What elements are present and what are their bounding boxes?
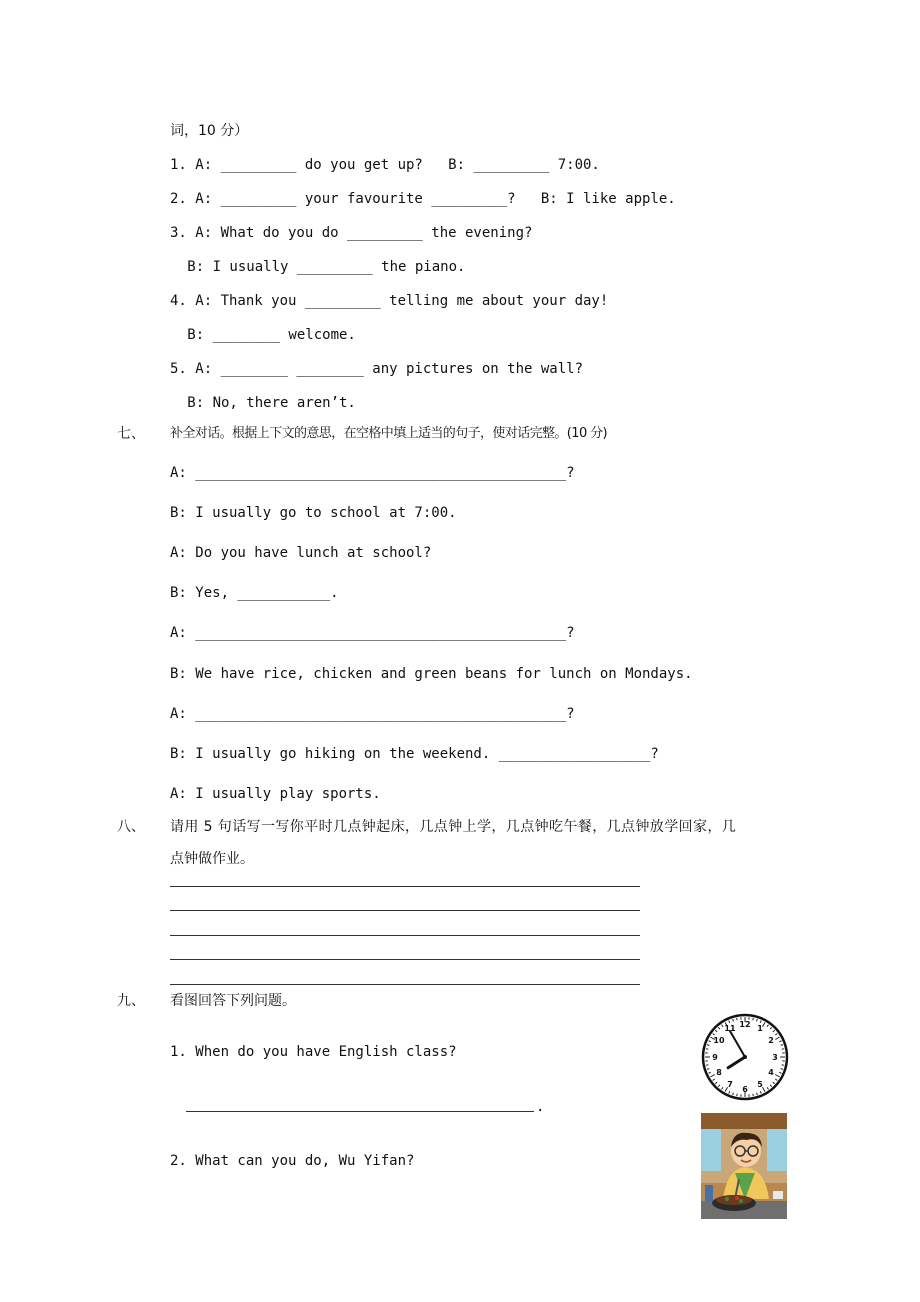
clock-number-10: 10 <box>713 1036 725 1045</box>
clock-number-9: 9 <box>712 1053 718 1062</box>
section6-item-3b: B: I usually _________ the piano. <box>162 259 466 275</box>
clock-tick <box>737 1018 738 1020</box>
clock-number-4: 4 <box>768 1068 774 1077</box>
clock-picture <box>700 1012 790 1102</box>
writing-line-4 <box>170 959 640 960</box>
writing-line-3 <box>170 935 640 936</box>
clock-tick <box>753 1018 754 1020</box>
clock-number-8: 8 <box>716 1068 722 1077</box>
section9-number: 九、 <box>117 993 145 1009</box>
section6-item-1: 1. A: _________ do you get up? B: _________ 7:00. <box>170 157 600 173</box>
dialogue-line-6: B: We have rice, chicken and green beans for lunch on Mondays. <box>170 666 693 682</box>
clock-tick <box>706 1065 708 1066</box>
clock-number-5: 5 <box>757 1080 763 1089</box>
dialogue-line-4: B: Yes, ___________. <box>170 585 339 601</box>
section6-item-5a: 5. A: ________ ________ any pictures on the wall? <box>170 361 584 377</box>
writing-line-5 <box>170 984 640 985</box>
clock-tick <box>706 1049 708 1050</box>
writing-line-2 <box>170 910 640 911</box>
cooking-boy-picture <box>701 1113 787 1219</box>
section8-instruction-line2: 点钟做作业。 <box>170 851 254 867</box>
clock-number-7: 7 <box>727 1080 733 1089</box>
clock-tick <box>782 1065 784 1066</box>
section7-number: 七、 <box>117 426 145 442</box>
dialogue-line-3: A: Do you have lunch at school? <box>170 545 432 561</box>
section9-title: 看图回答下列问题。 <box>170 993 296 1009</box>
answer-line-1 <box>186 1111 534 1112</box>
clock-tick <box>782 1049 784 1050</box>
clock-number-2: 2 <box>768 1036 774 1045</box>
dialogue-line-2: B: I usually go to school at 7:00. <box>170 505 457 521</box>
dialogue-line-8: B: I usually go hiking on the weekend. __________________? <box>170 746 659 762</box>
section6-item-3a: 3. A: What do you do _________ the evening? <box>170 225 533 241</box>
section6-item-2: 2. A: _________ your favourite _________? B: I like apple. <box>170 191 676 207</box>
section8-number: 八、 <box>117 819 145 835</box>
question-2: 2. What can you do, Wu Yifan? <box>170 1153 415 1169</box>
section6-item-4a: 4. A: Thank you _________ telling me about your day! <box>170 293 609 309</box>
clock-tick <box>737 1094 738 1096</box>
section7-title: 补全对话。根据上下文的意思，在空格中填上适当的句子，使对话完整。(10 分) <box>170 426 608 441</box>
dialogue-line-1: A: ____________________________________________? <box>170 465 575 481</box>
section6-item-4b: B: ________ welcome. <box>162 327 356 343</box>
dialogue-line-5: A: ____________________________________________? <box>170 625 575 641</box>
dialogue-line-9: A: I usually play sports. <box>170 786 381 802</box>
clock-number-12: 12 <box>739 1020 751 1029</box>
question-1: 1. When do you have English class? <box>170 1044 457 1060</box>
clock-number-1: 1 <box>757 1024 763 1033</box>
writing-line-1 <box>170 886 640 887</box>
section6-title-tail: 词，10 分） <box>170 123 249 139</box>
section6-item-5b: B: No, there aren’t. <box>162 395 356 411</box>
clock-number-3: 3 <box>772 1053 778 1062</box>
clock-number-11: 11 <box>724 1024 736 1033</box>
section8-instruction-line1: 请用 5 句话写一写你平时几点钟起床，几点钟上学，几点钟吃午餐，几点钟放学回家，几 <box>170 819 737 835</box>
answer-line-1-period: . <box>536 1099 545 1115</box>
clock-number-6: 6 <box>742 1085 748 1094</box>
clock-tick <box>753 1094 754 1096</box>
dialogue-line-7: A: ____________________________________________? <box>170 706 575 722</box>
